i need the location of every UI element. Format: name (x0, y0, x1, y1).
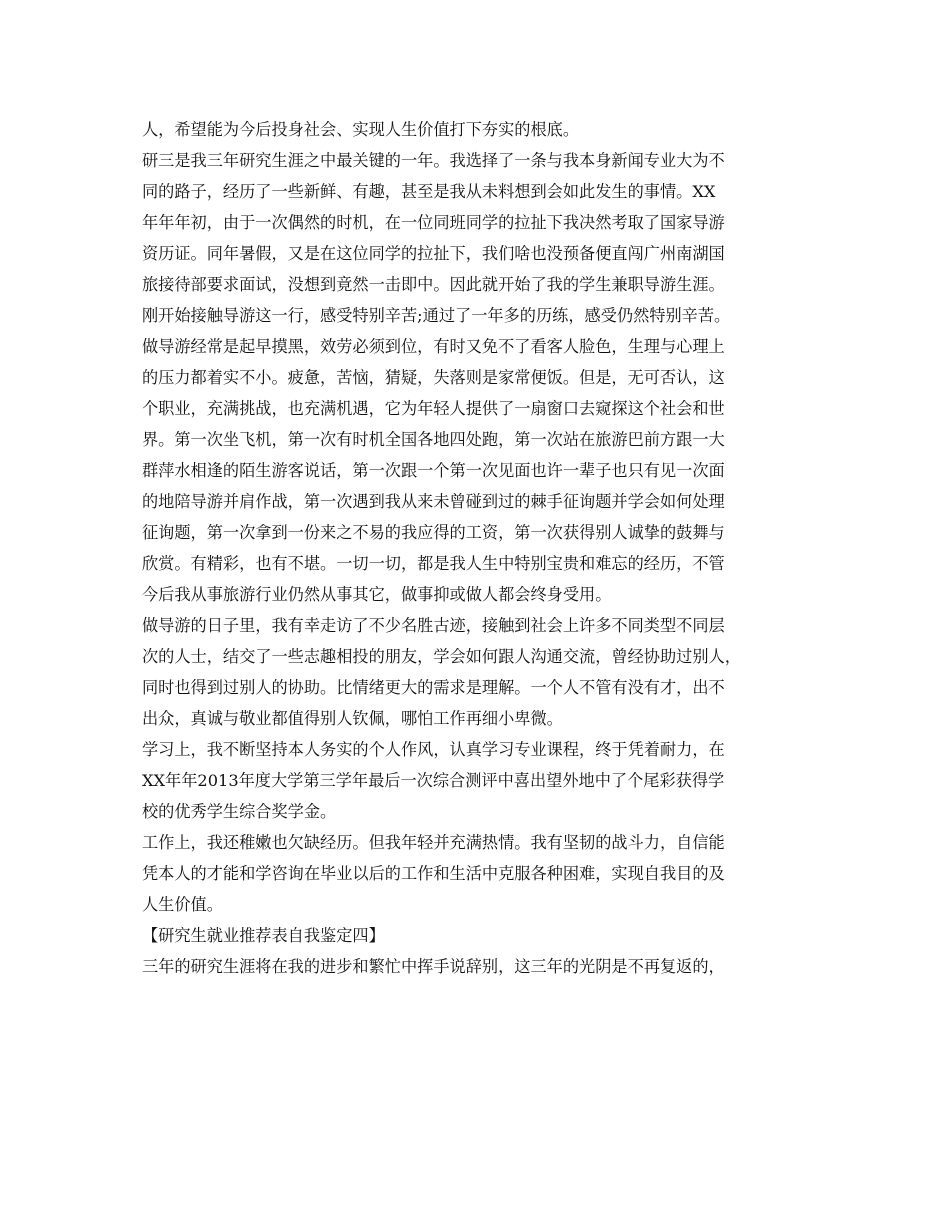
text-line: 出众，真诚与敬业都值得别人钦佩，哪怕工作再细小卑微。 (142, 709, 563, 728)
text-line: 次的人士，结交了一些志趣相投的朋友，学会如何跟人沟通交流，曾经协助过别人， (142, 647, 741, 666)
text-line: 做导游经常是起早摸黑，效劳必须到位，有时又免不了看客人脸色，生理与心理上 (142, 337, 725, 356)
text-line: 校的优秀学生综合奖学金。 (142, 802, 337, 821)
text-line: 旅接待部要求面试，没想到竟然一击即中。因此就开始了我的学生兼职导游生涯。 (142, 275, 725, 294)
text-line: 征询题，第一次拿到一份来之不易的我应得的工资，第一次获得别人诚挚的鼓舞与 (142, 523, 725, 542)
text-line: 工作上，我还稚嫩也欠缺经历。但我年轻并充满热情。我有坚韧的战斗力，自信能 (142, 833, 725, 852)
text-line: 凭本人的才能和学咨询在毕业以后的工作和生活中克服各种困难，实现自我目的及 (142, 864, 725, 883)
text-line: 三年的研究生涯将在我的进步和繁忙中挥手说辞别，这三年的光阴是不再复返的， (142, 957, 725, 976)
text-line: 研三是我三年研究生涯之中最关键的一年。我选择了一条与我本身新闻专业大为不 (142, 151, 725, 170)
text-line: 同的路子，经历了一些新鲜、有趣，甚至是我从未料想到会如此发生的事情。XX (142, 182, 716, 201)
text-line: 年年年初，由于一次偶然的时机，在一位同班同学的拉扯下我决然考取了国家导游 (142, 213, 725, 232)
text-line: 人，希望能为今后投身社会、实现人生价值打下夯实的根底。 (142, 120, 580, 139)
text-line: 的地陪导游并肩作战，第一次遇到我从来未曾碰到过的棘手征询题并学会如何处理 (142, 492, 725, 511)
text-line: XX年年2013年度大学第三学年最后一次综合测评中喜出望外地中了个尾彩获得学 (142, 771, 725, 790)
text-line: 人生价值。 (142, 895, 223, 914)
text-line: 群萍水相逢的陌生游客说话，第一次跟一个第一次见面也许一辈子也只有见一次面 (142, 461, 725, 480)
text-line: 学习上，我不断坚持本人务实的个人作风，认真学习专业课程，终于凭着耐力，在 (142, 740, 725, 759)
text-line: 资历证。同年暑假，又是在这位同学的拉扯下，我们啥也没预备便直闯广州南湖国 (142, 244, 725, 263)
text-line: 刚开始接触导游这一行，感受特别辛苦;通过了一年多的历练，感受仍然特别辛苦。 (142, 306, 731, 325)
text-line: 欣赏。有精彩，也有不堪。一切一切，都是我人生中特别宝贵和难忘的经历，不管 (142, 554, 725, 573)
text-line: 的压力都着实不小。疲惫，苦恼，猜疑，失落则是家常便饭。但是，无可否认，这 (142, 368, 725, 387)
text-line: 今后我从事旅游行业仍然从事其它，做事抑或做人都会终身受用。 (142, 585, 612, 604)
text-line: 界。第一次坐飞机，第一次有时机全国各地四处跑，第一次站在旅游巴前方跟一大 (142, 430, 725, 449)
section-heading: 【研究生就业推荐表自我鉴定四】 (142, 926, 385, 945)
text-line: 个职业，充满挑战，也充满机遇，它为年轻人提供了一扇窗口去窥探这个社会和世 (142, 399, 725, 418)
text-line: 同时也得到过别人的协助。比情绪更大的需求是理解。一个人不管有没有才，出不 (142, 678, 725, 697)
text-line: 做导游的日子里，我有幸走访了不少名胜古迹，接触到社会上许多不同类型不同层 (142, 616, 725, 635)
document-body (142, 114, 832, 982)
